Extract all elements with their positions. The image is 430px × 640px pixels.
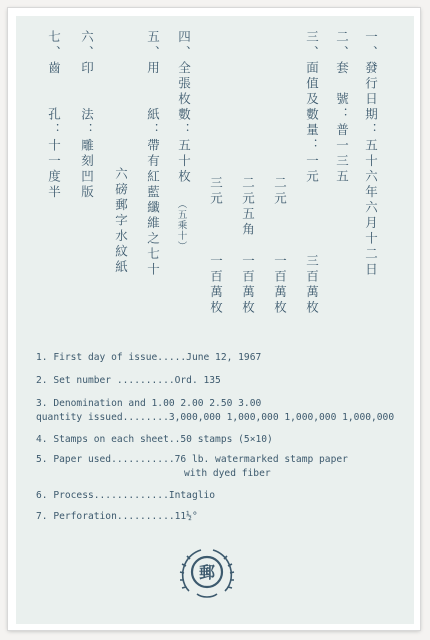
en-row-paper-cont: with dyed fiber [184, 468, 271, 479]
zh-val-2: 二元 [272, 176, 288, 207]
en-row-issue-date: 1. First day of issue.....June 12, 1967 [36, 352, 262, 363]
zh-val-4: 三元 [208, 176, 224, 207]
zh-col-perforation: 七、齒 孔：十一度半 [46, 30, 62, 201]
zh-val-3: 二元五角 [240, 176, 256, 238]
emblem-glyph: 郵 [198, 563, 216, 582]
en-row-set-number: 2. Set number ..........Ord. 135 [36, 375, 221, 386]
zh-qty-4: 一百萬枚 [208, 254, 224, 316]
zh-col-paper-cont: 六磅郵字水紋紙 [113, 167, 129, 276]
en-row-quantity: quantity issued........3,000,000 1,000,000 1,000,000 1,000,000 [36, 412, 395, 423]
en-row-perforation: 7. Perforation..........11½° [36, 511, 198, 522]
postal-emblem-icon [179, 547, 235, 601]
en-row-paper: 5. Paper used...........76 lb. watermarked stamp paper [36, 454, 348, 465]
en-row-denomination: 3. Denomination and 1.00 2.00 2.50 3.00 [36, 398, 262, 409]
en-row-stamps-sheet: 4. Stamps on each sheet..50 stamps (5×10) [36, 434, 273, 445]
zh-qty-3: 一百萬枚 [240, 254, 256, 316]
zh-col-set-number: 二、套 號：普一三五 [334, 30, 350, 185]
zh-col-issue-date: 一、發行日期：五十六年六月十二日 [363, 30, 379, 278]
zh-col-process: 六、印 法：雕刻凹版 [79, 30, 95, 201]
zh-col-paper: 五、用 紙：帶有紅藍纖維之七十 [145, 30, 161, 278]
zh-col-sheet-note: （五乘十） [175, 199, 187, 252]
zh-col-sheet: 四、全張枚數：五十枚 [176, 30, 192, 185]
document-sheet [16, 16, 414, 624]
zh-qty-2: 一百萬枚 [272, 254, 288, 316]
zh-col-denomination-head: 三、面值及數量：一元 [304, 30, 320, 185]
zh-qty-1: 三百萬枚 [304, 254, 320, 316]
en-row-process: 6. Process.............Intaglio [36, 490, 216, 501]
